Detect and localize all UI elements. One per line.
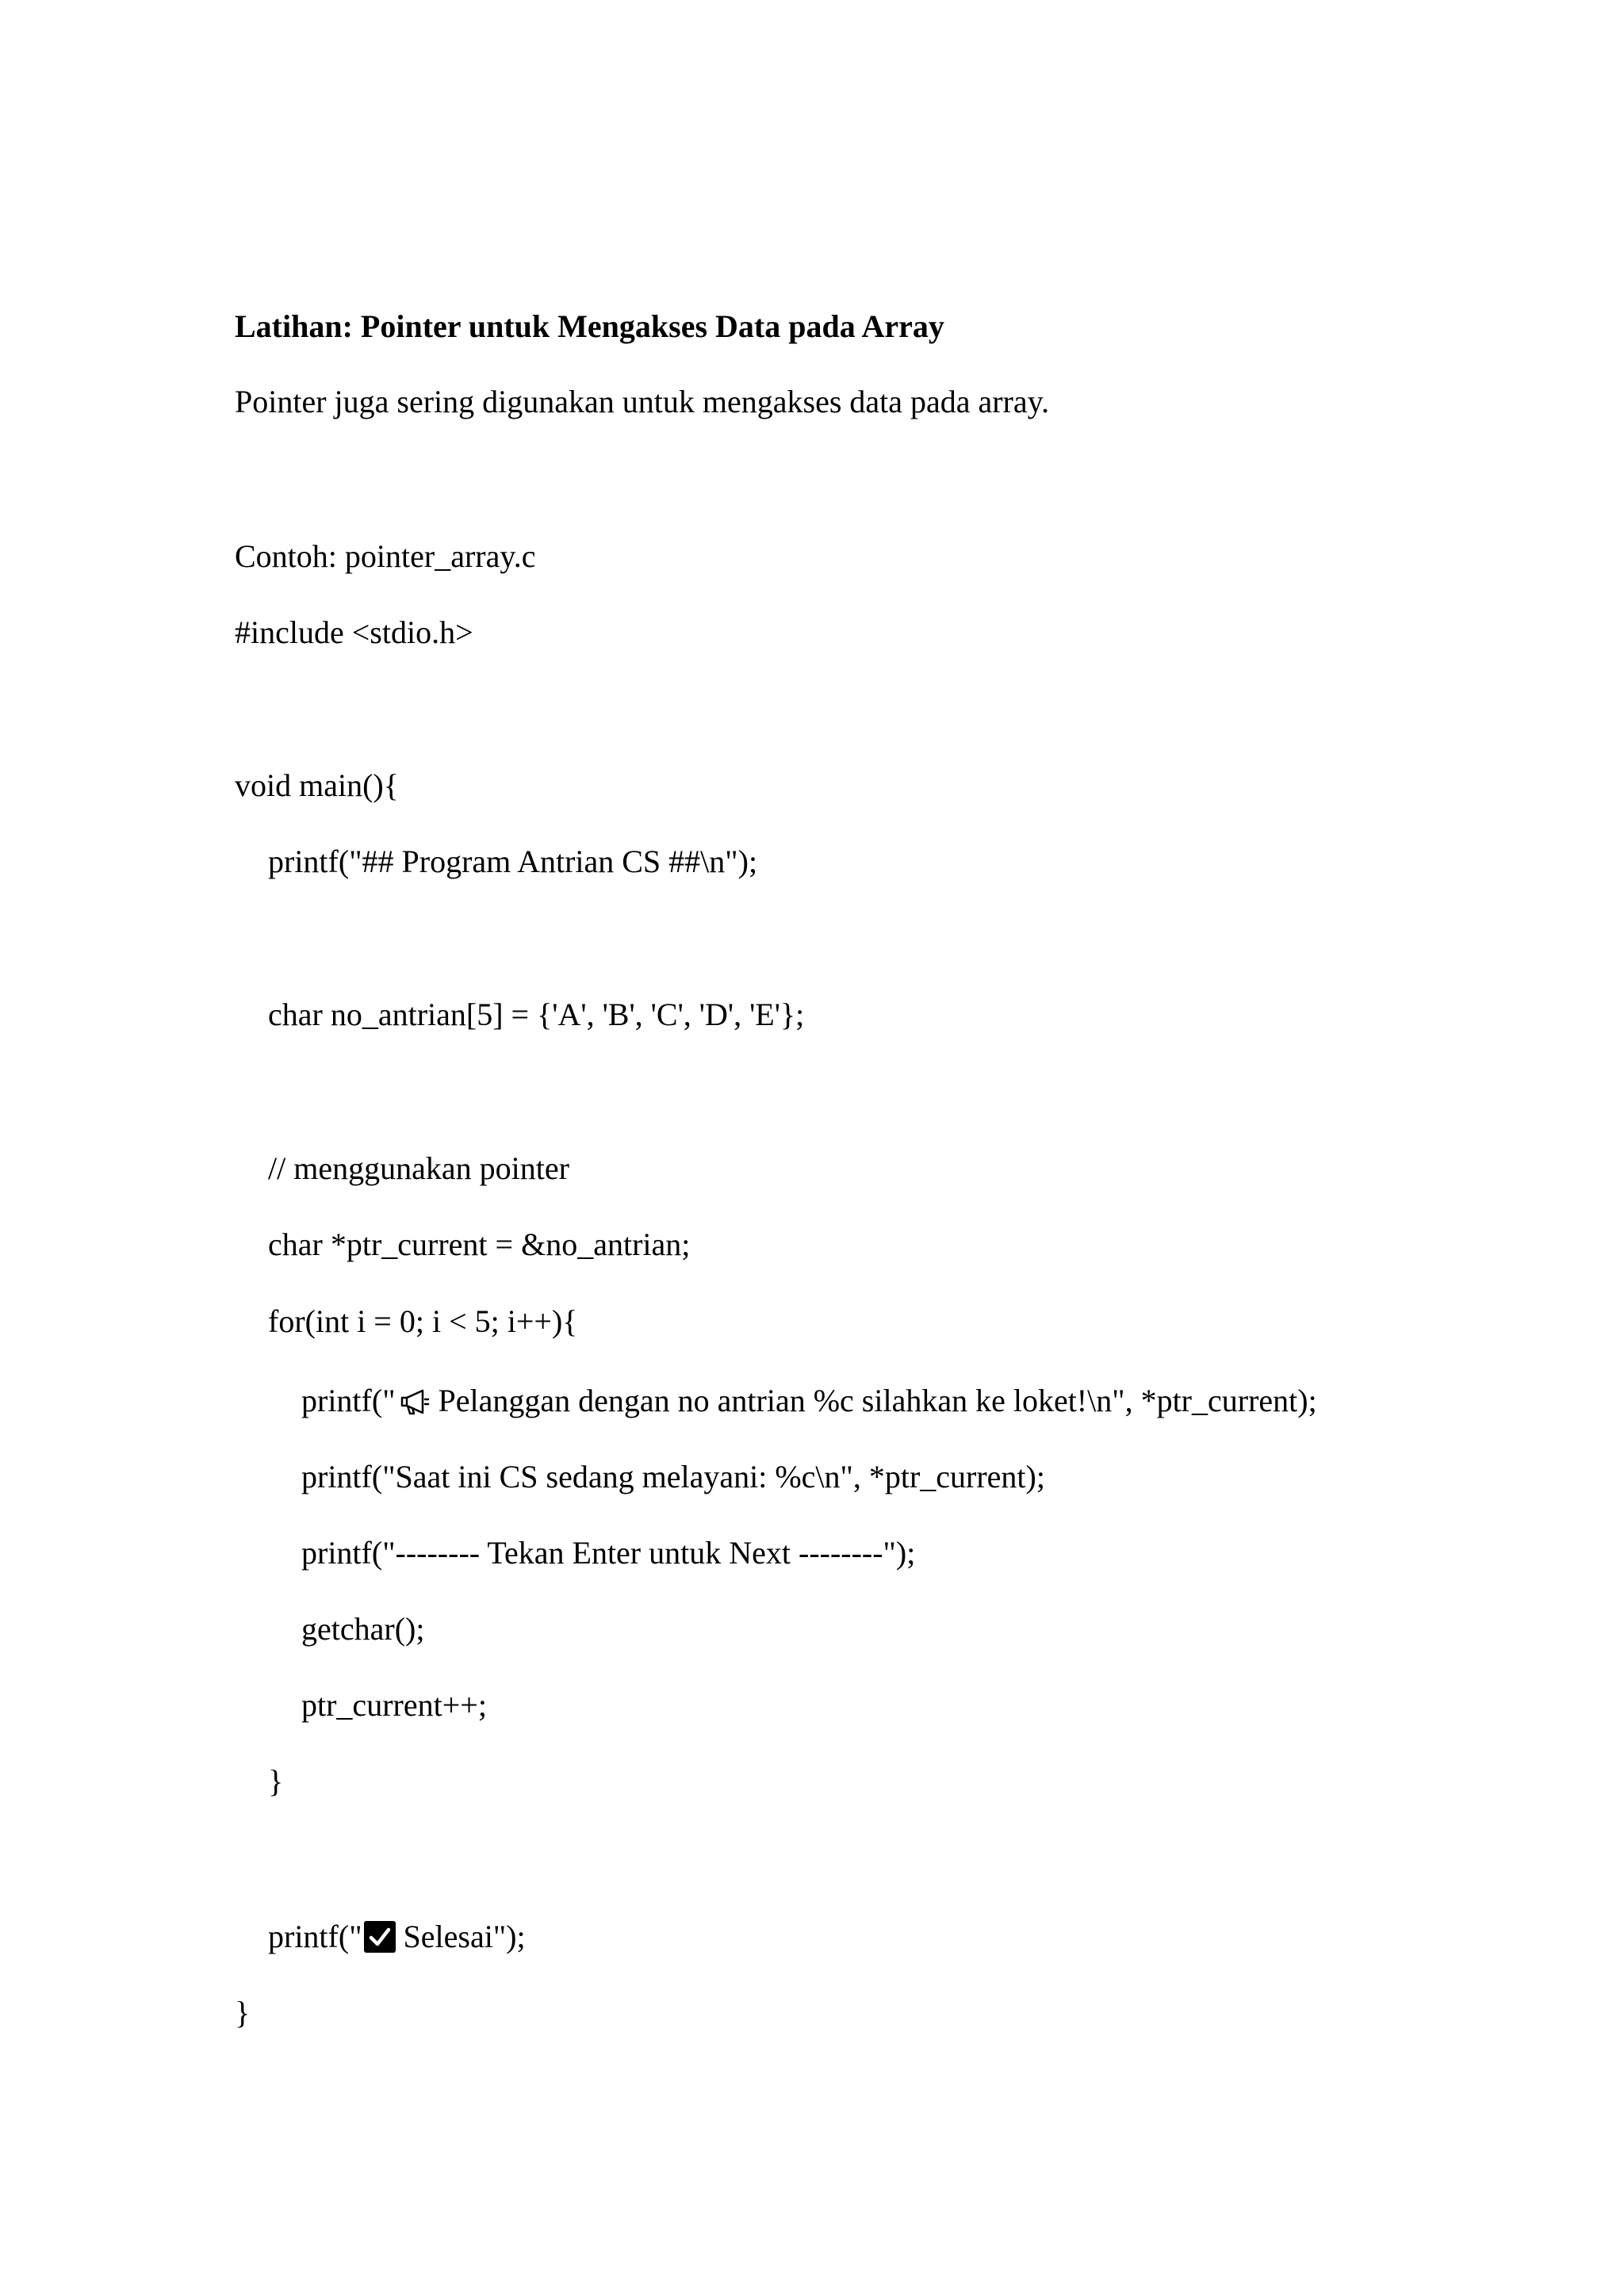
- code-getchar-line: getchar();: [301, 1611, 425, 1647]
- code-printf-next-line: printf("-------- Tekan Enter untuk Next --------");: [301, 1535, 916, 1571]
- code-for-close-line: }: [268, 1763, 284, 1799]
- code-printf-call-text: Pelanggan dengan no antrian %c silahkan ke loket!\n", *ptr_current);: [438, 1383, 1317, 1418]
- example-label: Contoh: pointer_array.c: [235, 538, 536, 574]
- code-printf-title-line: printf("## Program Antrian CS ##\n");: [268, 844, 758, 879]
- code-main-close-line: }: [235, 1995, 251, 2030]
- code-include-line: #include <stdio.h>: [235, 614, 473, 650]
- code-printf-call-line: [301, 1382, 1317, 1420]
- intro-paragraph: Pointer juga sering digunakan untuk mengakses data pada array.: [235, 384, 1050, 419]
- check-mark-icon: [364, 1921, 396, 1953]
- code-increment-line: ptr_current++;: [301, 1687, 487, 1723]
- code-printf-serving-line: printf("Saat ini CS sedang melayani: %c\n", *ptr_current);: [301, 1459, 1045, 1494]
- code-array-decl-line: char no_antrian[5] = {'A', 'B', 'C', 'D', 'E'};: [268, 997, 805, 1032]
- code-printf-done-prefix: printf(": [268, 1919, 362, 1954]
- code-main-open-line: void main(){: [235, 767, 399, 803]
- code-printf-call-prefix: printf(": [301, 1383, 396, 1418]
- code-printf-done-line: [268, 1918, 526, 1956]
- megaphone-icon: [399, 1386, 431, 1418]
- code-comment-line: // menggunakan pointer: [268, 1150, 569, 1186]
- code-printf-done-text: Selesai");: [403, 1919, 526, 1954]
- code-ptr-decl-line: char *ptr_current = &no_antrian;: [268, 1226, 691, 1262]
- section-heading: Latihan: Pointer untuk Mengakses Data pada Array: [235, 308, 944, 344]
- code-for-open-line: for(int i = 0; i < 5; i++){: [268, 1303, 578, 1339]
